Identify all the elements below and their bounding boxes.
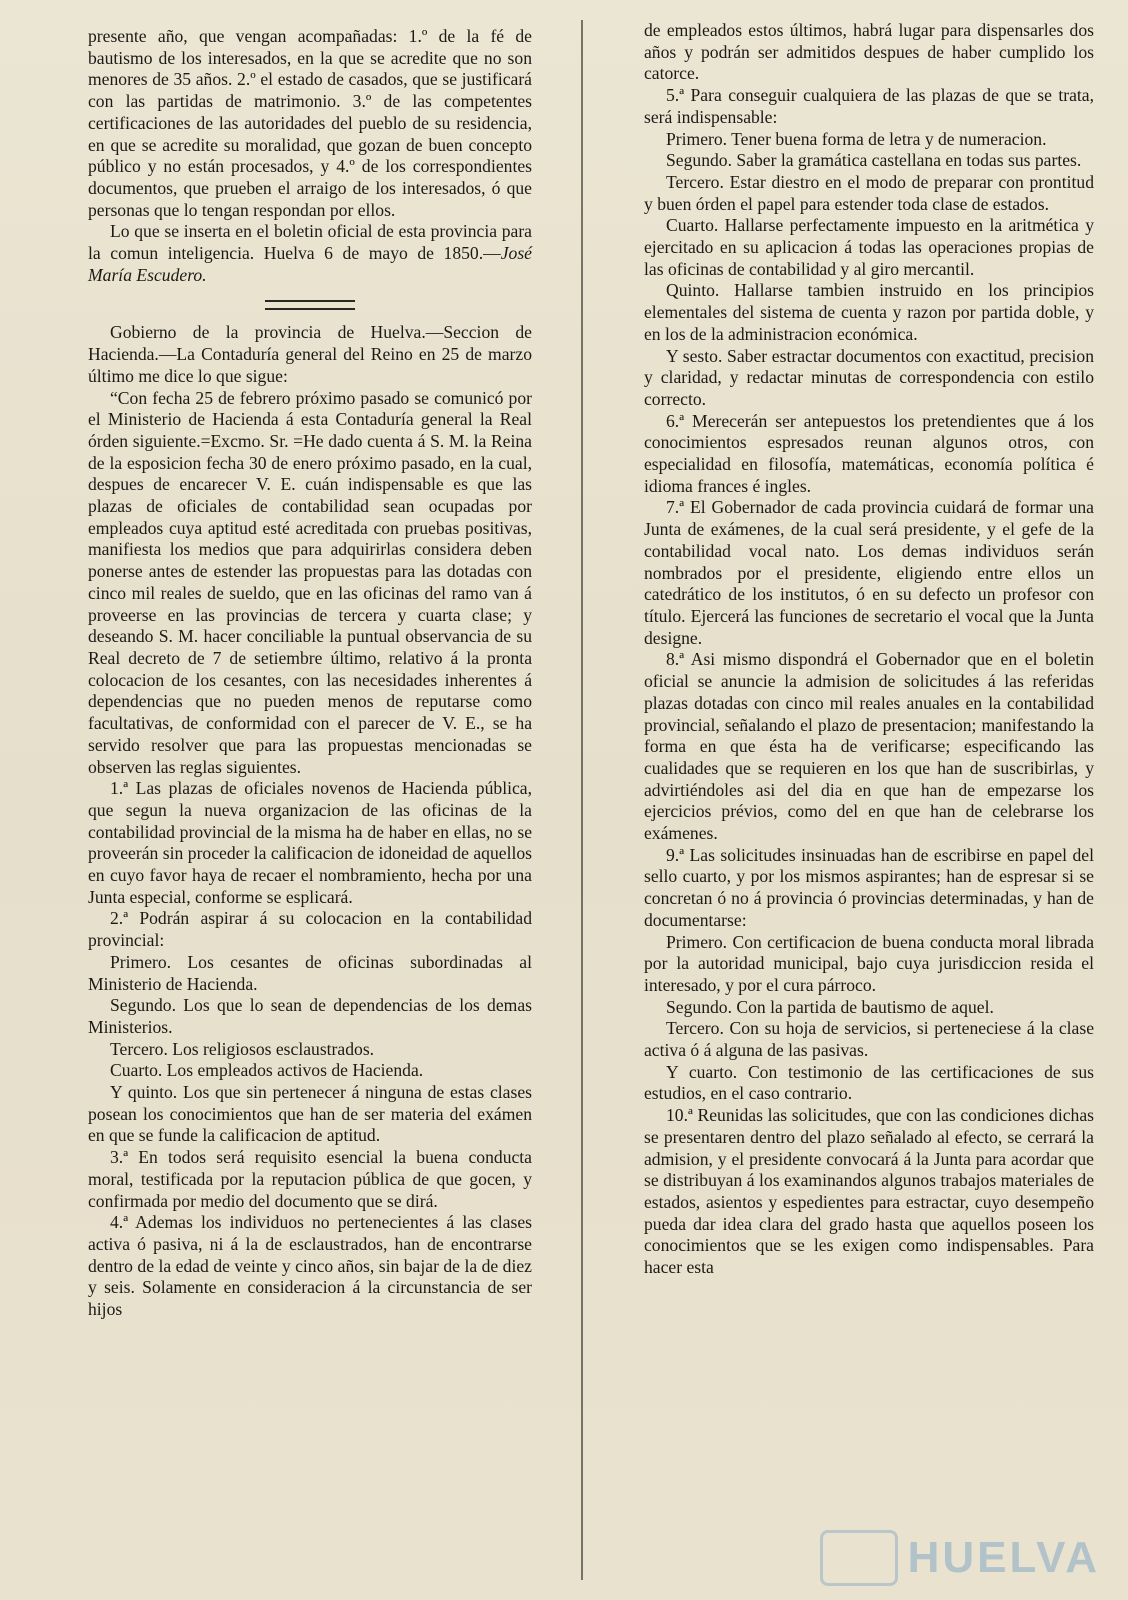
paragraph: 3.ª En todos será requisito esencial la buena conducta moral, testificada por la reputacion pública de que gocen, y confirmada por medio del documento que se dirá. [88, 1147, 532, 1211]
paragraph: 7.ª El Gobernador de cada provincia cuidará de formar una Junta de exámenes, de la cual será presidente, y el gefe de la contabilidad vocal nato. Los demas individuos serán nombrados por el presidente, eligiendo entre ellos un catedrático de los institutos, ó en su defecto un profesor con título. Ejercerá las funciones de secretario el vocal que la Junta designe. [644, 497, 1094, 648]
paragraph: Cuarto. Los empleados activos de Hacienda. [110, 1060, 424, 1081]
left-column [88, 26, 532, 1321]
section-separator [265, 300, 355, 310]
paragraph: 4.ª Ademas los individuos no pertenecientes á las clases activa ó pasiva, ni á la de esclaustrados, han de encontrarse dentro de la edad de veinte y cinco años, sin bajar de la de diez y seis. Solamente en consideracion á la circunstancia de ser hijos [88, 1212, 532, 1320]
paragraph: Primero. Los cesantes de oficinas subordinadas al Ministerio de Hacienda. [88, 951, 532, 994]
paragraph: Gobierno de la provincia de Huelva.—Seccion de Hacienda.—La Contaduría general del Reino en 25 de marzo último me dice lo que sigue: [88, 322, 532, 386]
paragraph: Segundo. Con la partida de bautismo de aquel. [666, 996, 994, 1017]
paragraph: Segundo. Los que lo sean de dependencias de los demas Ministerios. [88, 995, 532, 1037]
paragraph: Y sesto. Saber estractar documentos con exactitud, precision y claridad, y redactar minutas de correspondencia con estilo correcto. [644, 345, 1094, 409]
closing-text: Lo que se inserta en el boletin oficial de esta provincia para la comun inteligencia. Huelva 6 de mayo de 1850.— [88, 221, 532, 264]
paragraph: Y quinto. Los que sin pertenecer á ninguna de estas clases posean los conocimientos que han de ser materia del exámen en que se funde la calificacion de aptitud. [88, 1082, 532, 1146]
paragraph: 5.ª Para conseguir cualquiera de las plazas de que se trata, será indispensable: [644, 85, 1094, 127]
paragraph: 6.ª Merecerán ser antepuestos los pretendientes que á los conocimientos espresados reunan algunos otros, con especialidad en filosofía, matemáticas, economía política é idioma frances é ingles. [644, 410, 1094, 496]
paragraph: Quinto. Hallarse tambien instruido en los principios elementales del sistema de cuenta y razon por partida doble, y en los de la administracion económica. [644, 280, 1094, 344]
paragraph: 10.ª Reunidas las solicitudes, que con las condiciones dichas se presentaren dentro del plazo señalado al efecto, se cerrará la admision, y el presidente convocará á la Junta para acordar que se distribuyan á los examinandos algunos trabajos materiales de estados, asientos y espedientes para estractar, cuyo desempeño pueda dar idea clara del grado hasta que aquellos poseen los conocimientos que se les exigen como indispensables. Para hacer esta [644, 1105, 1094, 1278]
paragraph: de empleados estos últimos, habrá lugar para dispensarles dos años y podrán ser admitidos despues de haber cumplido los catorce. [644, 20, 1094, 84]
paragraph: 1.ª Las plazas de oficiales novenos de Hacienda pública, que segun la nueva organizacion de las oficinas de la contabilidad provincial de la misma ha de haber en ellas, no se proveerán sin proceder la calificacion de idoneidad de aquellos en cuyo favor haya de recaer el nombramiento, hecha por una Junta especial, conforme se esplicará. [88, 778, 532, 907]
paragraph: Y cuarto. Con testimonio de las certificaciones de sus estudios, en el caso contrario. [644, 1061, 1094, 1104]
paragraph: Cuarto. Hallarse perfectamente impuesto en la aritmética y ejercitado en su aplicacion á todas las operaciones propias de las oficinas de contabilidad y al giro mercantil. [644, 215, 1094, 279]
paragraph: Segundo. Saber la gramática castellana en todas sus partes. [666, 150, 1082, 171]
paragraph: 2.ª Podrán aspirar á su colocacion en la contabilidad provincial: [88, 908, 532, 951]
paragraph: 8.ª Asi mismo dispondrá el Gobernador que en el boletin oficial se anuncie la admision de solicitudes á las referidas plazas dotadas con cinco mil reales anuales en la contabilidad provincial, señalando el plazo de presentacion; manifestando la forma en que ésta ha de verificarse; especificando las cualidades que se requieren en los que han de suscribirlas, y advirtiéndoles asi del dia en que han de empezarse los ejercicios prévios, como del en que han de celebrarse los exámenes. [644, 649, 1094, 844]
paragraph: Tercero. Con su hoja de servicios, si perteneciese á la clase activa ó á alguna de las pasivas. [644, 1018, 1094, 1061]
right-column [644, 20, 1094, 1279]
signature: José María Escudero. [88, 243, 532, 285]
paragraph: Primero. Tener buena forma de letra y de numeracion. [666, 128, 1047, 149]
paragraph: presente año, que vengan acompañadas: 1.º de la fé de bautismo de los interesados, en la que se acredite que no son menores de 35 años. 2.º el estado de casados, que se justificará con las partidas de matrimonio. 3.º de las competentes certificaciones de las autoridades del pueblo de su residencia, en que se acredite su moralidad, que gozan de buen concepto público y no están procesados, y 4.º de los correspondientes documentos, que prueben el arraigo de los interesados, ó que personas que lo tengan respondan por ellos. [88, 26, 532, 220]
paragraph: Tercero. Estar diestro en el modo de preparar con prontitud y buen órden el papel para estender toda clase de estados. [644, 171, 1094, 214]
paragraph: 9.ª Las solicitudes insinuadas han de escribirse en papel del sello cuarto, y por los mismos aspirantes; han de espresar si se concretan ó no á provincia ó provincias determinadas, y han de documentarse: [644, 844, 1094, 930]
paragraph: “Con fecha 25 de febrero próximo pasado se comunicó por el Ministerio de Hacienda á esta Contaduría general la Real órden siguiente.=Excmo. Sr. =He dado cuenta á S. M. la Reina de la esposicion fecha 30 de enero próximo pasado, en la cual, despues de encarecer V. E. cuán indispensable es que las plazas de oficiales de contabilidad sean ocupadas por empleados cuya aptitud esté acreditada con pruebas positivas, manifiesta los medios que para adquirirlas considera deben ponerse antes de estender las propuestas para las dotadas con cinco mil reales de sueldo, que en las oficinas del ramo van á proveerse en las provincias de tercera y cuarta clase; y deseando S. M. hacer conciliable la puntual observancia de su Real decreto de 7 de setiembre último, relativo á la pronta colocacion de los cesantes, con las necesidades inherentes á dependencias que no pueden menos de reputarse como facultativas, de conformidad con el parecer de V. E., se ha servido resolver que para las propuestas mencionadas se observen las reglas siguientes. [88, 387, 532, 777]
paragraph: Tercero. Los religiosos esclaustrados. [110, 1038, 375, 1059]
column-divider [581, 20, 583, 1580]
seal-icon [820, 1530, 898, 1586]
paragraph: Primero. Con certificacion de buena conducta moral librada por la autoridad municipal, bajo cuya jurisdiccion resida el interesado, y por el cura párroco. [644, 931, 1094, 995]
watermark-text: HUELVA [907, 1533, 1100, 1582]
paragraph [88, 221, 532, 286]
archive-watermark [820, 1530, 1100, 1586]
